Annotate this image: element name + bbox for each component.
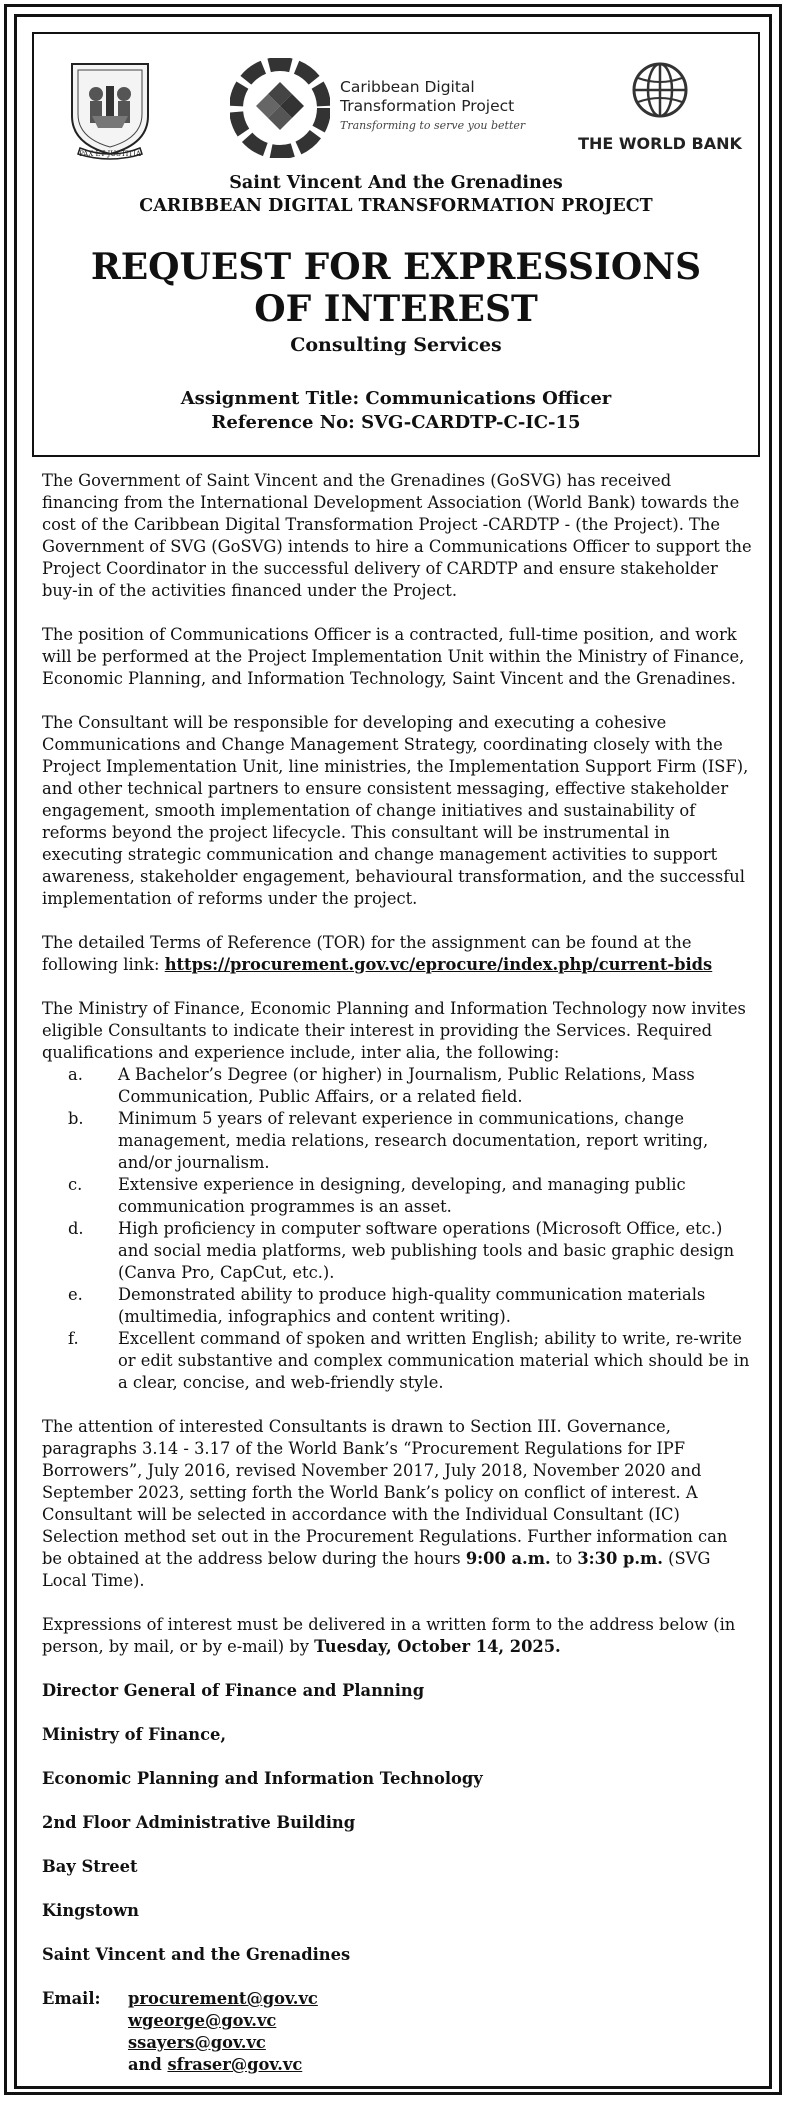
- list-text: High proficiency in computer software operations (Microsoft Office, etc.) and social media platforms, web publishing tools and basic graphic design (Canva Pro, CapCut, etc.).: [118, 1219, 735, 1282]
- list-text: Demonstrated ability to produce high-quality communication materials (multimedia, infographics and content writing).: [118, 1285, 706, 1326]
- list-letter: c.: [68, 1175, 83, 1194]
- list-letter: f.: [68, 1329, 79, 1348]
- email-row: [42, 2010, 752, 2032]
- list-letter: b.: [68, 1109, 84, 1128]
- address-line: Economic Planning and Information Technology: [42, 1769, 483, 1788]
- body-text: [42, 470, 752, 2076]
- email-link[interactable]: sfraser@gov.vc: [167, 2055, 303, 2074]
- list-item: [42, 1064, 752, 1108]
- paragraph-position: The position of Communications Officer is a contracted, full-time position, and work will be performed at the Project Implementation Unit within the Ministry of Finance, Economic Planning, and Information Technology, Saint Vincent and the Grenadines.: [42, 625, 745, 688]
- list-letter: a.: [68, 1065, 83, 1084]
- deadline-date: Tuesday, October 14, 2025.: [314, 1637, 561, 1656]
- requirements-list: [42, 1064, 752, 1394]
- governance-text: The attention of interested Consultants is drawn to Section III. Governance, paragraphs 3.14 - 3.17 of the World Bank’s “Procurement Regulations for IPF Borrowers”, July 2016, revised November 2017, July 2018, November 2020 and September 2023, setting forth the World Bank’s policy on conflict of interest. A Consultant will be selected in accordance with the Individual Consultant (IC) Selection method set out in the Procurement Regulations. Further information can be obtained at the address below during the hours: [42, 1417, 728, 1568]
- tor-text: The detailed Terms of Reference (TOR) for the assignment can be found at the following link:: [42, 933, 692, 974]
- title-line1: REQUEST FOR EXPRESSIONS: [90, 246, 702, 288]
- cdtp-emblem-icon: [230, 58, 330, 158]
- address-line: Director General of Finance and Planning: [42, 1681, 425, 1700]
- assignment-title: Assignment Title: Communications Officer: [180, 388, 612, 409]
- address-line: Bay Street: [42, 1857, 138, 1876]
- email-link[interactable]: procurement@gov.vc: [128, 1989, 318, 2008]
- email-row: [42, 2032, 752, 2054]
- list-text: Minimum 5 years of relevant experience in communications, change management, media relations, research documentation, report writing, and/or journalism.: [118, 1109, 709, 1172]
- deadline-text: Expressions of interest must be delivered in a written form to the address below (in person, by mail, or by e-mail) by: [42, 1615, 736, 1656]
- svg-coat-of-arms-icon: [62, 56, 158, 160]
- paragraph-invitation: The Ministry of Finance, Economic Planning and Information Technology now invites eligible Consultants to indicate their interest in providing the Services. Required qualifications and experience include, inter alia, the following:: [42, 999, 746, 1062]
- project-name: CARIBBEAN DIGITAL TRANSFORMATION PROJECT: [139, 196, 653, 216]
- paragraph-financing: The Government of Saint Vincent and the Grenadines (GoSVG) has received financing from the International Development Association (World Bank) towards the cost of the Caribbean Digital Transformation Project -CARDTP - (the Project). The Government of SVG (GoSVG) intends to hire a Communications Officer to support the Project Coordinator in the successful delivery of CARDTP and ensure stakeholder buy-in of the activities financed under the Project.: [42, 471, 752, 600]
- address-block: [42, 1680, 752, 2076]
- list-item: [42, 1328, 752, 1394]
- cdtp-logo: [230, 58, 590, 158]
- hours-end: 3:30 p.m.: [577, 1549, 663, 1568]
- paragraph-governance: [42, 1416, 752, 1592]
- address-line: Kingstown: [42, 1901, 139, 1920]
- cdtp-name-line2: Transformation Project: [340, 97, 515, 115]
- email-and: and: [128, 2055, 168, 2074]
- subtitle: Consulting Services: [290, 334, 502, 356]
- address-line: 2nd Floor Administrative Building: [42, 1813, 356, 1832]
- world-bank-name: THE WORLD BANK: [578, 134, 742, 153]
- list-item: [42, 1174, 752, 1218]
- cdtp-name: [340, 78, 514, 116]
- page-title: [0, 246, 792, 330]
- country-name: Saint Vincent And the Grenadines: [229, 173, 563, 193]
- hours-to: to: [550, 1549, 578, 1568]
- hours-tail: (SVG Local Time).: [42, 1549, 711, 1590]
- address-line: Ministry of Finance,: [42, 1725, 227, 1744]
- email-link[interactable]: wgeorge@gov.vc: [128, 2011, 277, 2030]
- email-row: [42, 1988, 752, 2010]
- world-bank-logo: [570, 54, 750, 164]
- list-letter: d.: [68, 1219, 84, 1238]
- cdtp-name-line1: Caribbean Digital: [340, 78, 475, 96]
- list-item: [42, 1218, 752, 1284]
- list-item: [42, 1284, 752, 1328]
- list-text: Extensive experience in designing, developing, and managing public communication programmes is an asset.: [118, 1175, 686, 1216]
- email-label: Email:: [42, 1989, 101, 2008]
- address-line: Saint Vincent and the Grenadines: [42, 1945, 351, 1964]
- list-item: [42, 1108, 752, 1174]
- list-text: Excellent command of spoken and written English; ability to write, re-write or edit substantive and complex communication material which should be in a clear, concise, and web-friendly style.: [118, 1329, 750, 1392]
- globe-icon: [628, 58, 692, 122]
- list-text: A Bachelor’s Degree (or higher) in Journalism, Public Relations, Mass Communication, Public Affairs, or a related field.: [118, 1065, 695, 1106]
- list-letter: e.: [68, 1285, 83, 1304]
- logo-row: [40, 48, 752, 168]
- crest-motto: PAX ET JUSTITIA: [79, 150, 141, 158]
- tor-link[interactable]: https://procurement.gov.vc/eprocure/index.php/current-bids: [164, 955, 713, 974]
- paragraph-tor: [42, 932, 752, 976]
- paragraph-responsibilities: The Consultant will be responsible for developing and executing a cohesive Communications and Change Management Strategy, coordinating closely with the Project Implementation Unit, line ministries, the Implementation Support Firm (ISF), and other technical partners to ensure consistent messaging, effective stakeholder engagement, smooth implementation of change initiatives and sustainability of reforms beyond the project lifecycle. This consultant will be instrumental in executing strategic communication and change management activities to support awareness, stakeholder engagement, behavioural transformation, and the successful implementation of reforms under the project.: [42, 713, 749, 908]
- title-line2: OF INTEREST: [254, 288, 538, 330]
- paragraph-deadline: [42, 1614, 752, 1658]
- email-link[interactable]: ssayers@gov.vc: [128, 2033, 266, 2052]
- cdtp-tagline: Transforming to serve you better: [340, 119, 526, 132]
- hours-start: 9:00 a.m.: [465, 1549, 551, 1568]
- email-row: [42, 2054, 752, 2076]
- reference-number: Reference No: SVG-CARDTP-C-IC-15: [211, 412, 581, 433]
